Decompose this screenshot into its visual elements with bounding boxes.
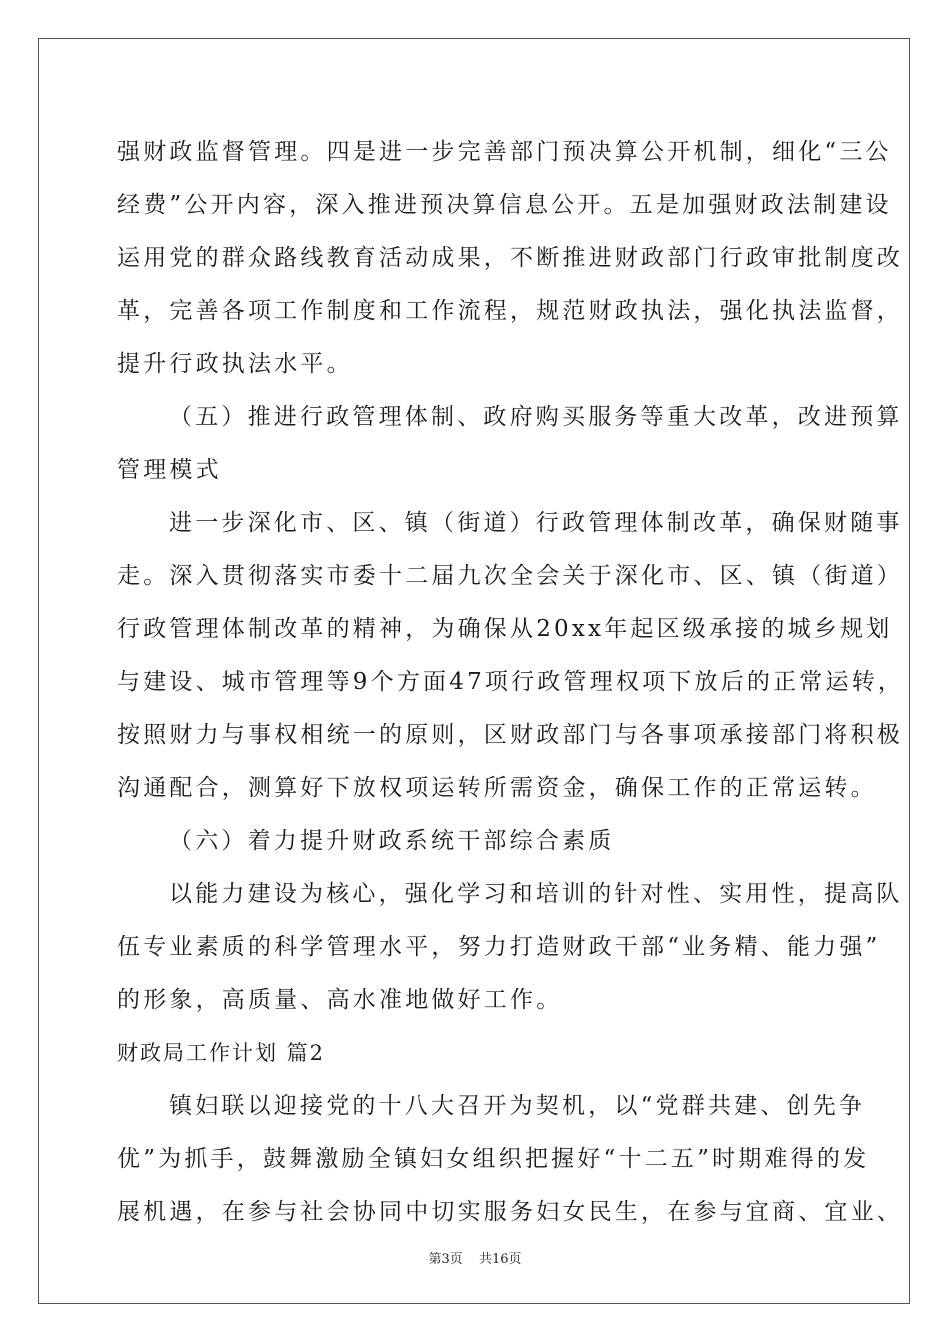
paragraph-start: 以能力建设为核心，强化学习和培训的针对性、实用性，提高队 (169, 881, 903, 907)
article-title: 财政局工作计划 篇2 (117, 1041, 326, 1065)
section-heading: （六）着力提升财政系统干部综合素质 (169, 828, 615, 854)
text-line: 按照财力与事权相统一的原则，区财政部门与各事项承接部门将积极 (117, 722, 903, 748)
text-line: 走。深入贯彻落实市委十二届九次全会关于深化市、区、镇（街道） (117, 563, 903, 589)
text-line: 行政管理体制改革的精神，为确保从20xx年起区级承接的城乡规划 (117, 616, 893, 642)
page-number: 第3页 (428, 1252, 463, 1267)
text-line: 强财政监督管理。四是进一步完善部门预决算公开机制，细化“三公 (117, 139, 892, 165)
text-line: 运用党的群众路线教育活动成果，不断推进财政部门行政审批制度改 (117, 245, 903, 271)
paragraph-start: 进一步深化市、区、镇（街道）行政管理体制改革，确保财随事 (169, 510, 903, 536)
text-line: 提升行政执法水平。 (117, 351, 353, 377)
text-line: 伍专业素质的科学管理水平，努力打造财政干部“业务精、能力强” (117, 934, 881, 960)
text-line: 的形象，高质量、高水准地做好工作。 (117, 987, 563, 1013)
text-line: 沟通配合，测算好下放权项运转所需资金，确保工作的正常运转。 (117, 775, 877, 801)
document-body (117, 126, 905, 1239)
text-line: 与建设、城市管理等9个方面47项行政管理权项下放后的正常运转， (117, 669, 905, 695)
page-footer (0, 1248, 950, 1267)
page-total: 共16页 (478, 1252, 522, 1267)
text-line: 展机遇，在参与社会协同中切实服务妇女民生，在参与宜商、宜业、 (117, 1199, 903, 1225)
paragraph-start: 镇妇联以迎接党的十八大召开为契机，以“党群共建、创先争 (169, 1093, 866, 1119)
section-heading-cont: 管理模式 (117, 457, 222, 483)
section-heading: （五）推进行政管理体制、政府购买服务等重大改革，改进预算 (169, 404, 903, 430)
text-line: 经费”公开内容，深入推进预决算信息公开。五是加强财政法制建设 (117, 192, 892, 218)
text-line: 革，完善各项工作制度和工作流程，规范财政执法，强化执法监督， (117, 298, 903, 324)
text-line: 优”为抓手，鼓舞激励全镇妇女组织把握好“十二五”时期难得的发 (117, 1146, 870, 1172)
